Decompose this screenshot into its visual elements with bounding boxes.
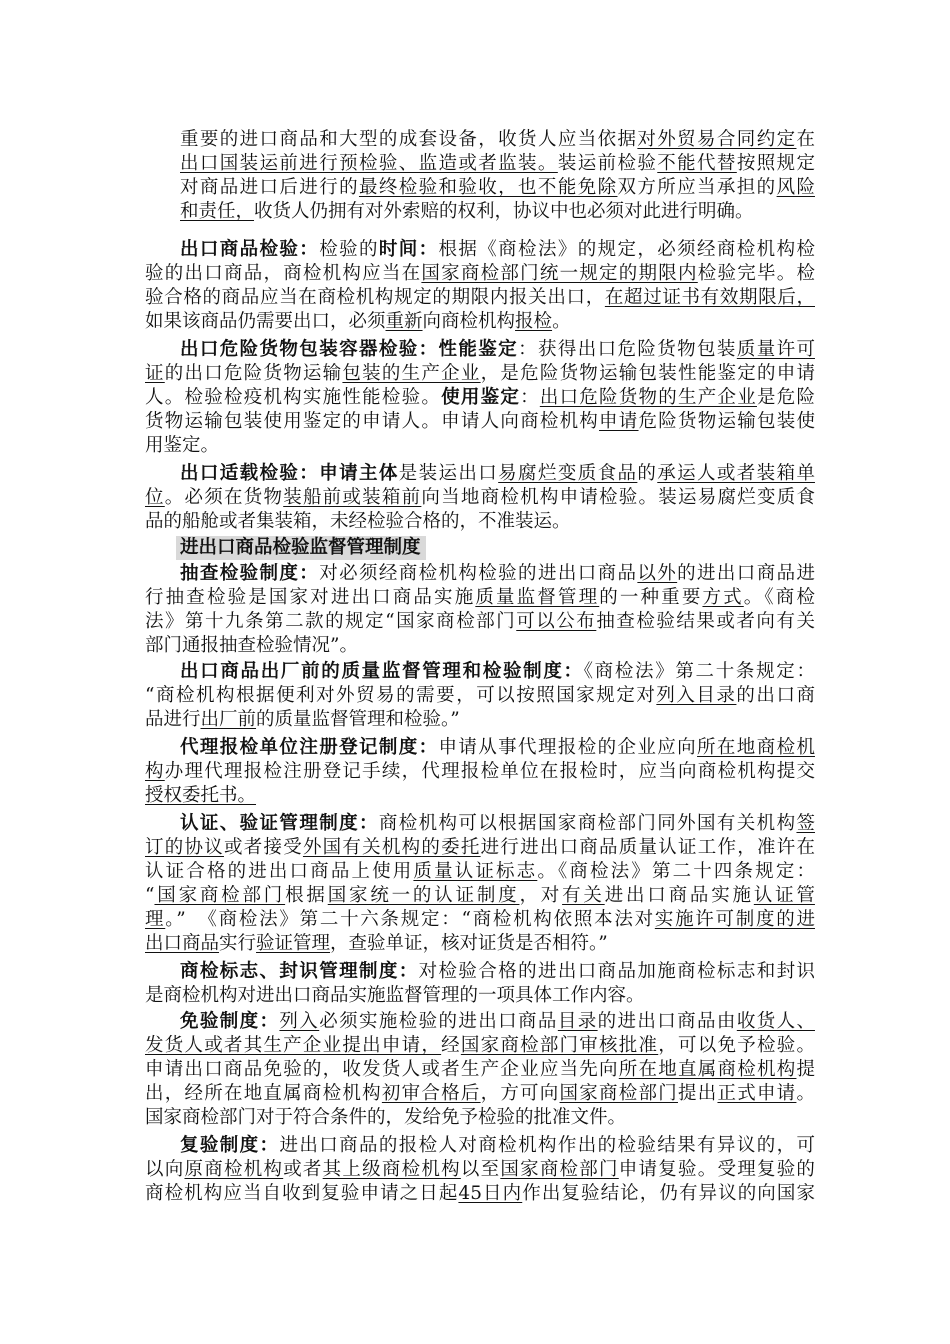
underlined-text: 初审合格后: [381, 1083, 481, 1104]
bold-term: 商检标志、封识管理制度：: [180, 961, 419, 982]
underlined-text: 风险: [776, 177, 815, 198]
text-run: 人。检验检疫机构实施性能检验。: [145, 387, 442, 408]
text-line: [145, 634, 815, 658]
underlined-text: 列入目录: [656, 685, 737, 706]
underlined-text: 国家商检部门统一规定的期限内: [421, 263, 698, 284]
text-run: 国家商检部门对于符合条件的，发给免予检验的批准文件。: [145, 1107, 627, 1128]
text-run: 品进行: [145, 709, 201, 730]
text-run: 的: [637, 463, 658, 484]
text-run: 部门通报抽查检验情况”。: [145, 635, 358, 656]
underlined-text: 原商检机构: [184, 1159, 284, 1180]
underlined-text: 构: [145, 761, 165, 782]
text-run: 实行: [219, 933, 257, 954]
text-run: 商检机构应当自收到复验申请之日起: [145, 1183, 459, 1204]
text-run: 检验完毕。检: [697, 263, 815, 284]
text-run: 的一种重要: [599, 587, 703, 608]
text-run: 。: [796, 1083, 815, 1104]
text-run: “商检机构根据便利对外贸易的需要，可以按照国家规定对: [145, 685, 657, 706]
text-line: [145, 1082, 815, 1106]
underlined-text: 最终检验和验收，也不能免除: [358, 177, 618, 198]
text-line: [145, 908, 815, 932]
underlined-text: 和责任，: [180, 201, 255, 222]
underlined-text: 可以公布: [516, 611, 597, 632]
bold-term: 代理报检单位注册登记制度：: [180, 737, 439, 758]
text-line: [180, 536, 815, 560]
text-run: 的出口危险货物运输: [164, 363, 343, 384]
text-run: 用鉴定。: [145, 435, 220, 456]
text-run: 商检机构可以根据国家商检部门同外国有关机构: [378, 813, 797, 834]
text-line: [180, 1010, 815, 1034]
text-line: [145, 860, 815, 884]
text-run: 装运前检验: [557, 153, 658, 174]
bold-term: 时间：: [378, 239, 439, 260]
text-line: [145, 932, 815, 956]
underlined-text: 重新: [385, 311, 423, 332]
text-run: 向当地商检机构申请检验。装运易腐烂变质食: [421, 487, 815, 508]
text-line: [145, 836, 815, 860]
text-run: 验合格的商品应当在商检机构规定的期限内报关出口，: [145, 287, 605, 308]
underlined-text: 证: [145, 363, 165, 384]
underlined-text: 其上级商检机构: [322, 1159, 461, 1180]
underlined-text: 外国有关机构的委托: [302, 837, 481, 858]
text-run: 。《商检: [743, 587, 815, 608]
underlined-text: 45日内: [458, 1183, 523, 1204]
text-run: ，查验单证，核对证货是否相符。”: [330, 933, 608, 954]
text-run: 作出复验结论，仍有异议的向国家: [522, 1183, 815, 1204]
text-run: 出，经所在地直属商检机构: [145, 1083, 382, 1104]
text-run: 是危险: [756, 387, 815, 408]
underlined-text: 易腐烂变质食品: [498, 463, 638, 484]
text-run: 对必须经商检机构检验的进出口商品: [319, 563, 638, 584]
text-run: 认证合格的进出口商品上使用: [145, 861, 414, 882]
text-run: 货物运输包装使用鉴定的申请人。申请人向商检机构: [145, 411, 600, 432]
underlined-text: 位: [145, 487, 165, 508]
underlined-text: 质量许可: [736, 339, 815, 360]
underlined-text: 所在地直属商检机构: [618, 1059, 797, 1080]
text-line: [145, 708, 815, 732]
text-line: [145, 1034, 815, 1058]
text-line: [145, 1182, 815, 1206]
text-line: [145, 784, 815, 808]
text-run: 检验的: [319, 239, 379, 260]
underlined-text: 申请: [599, 411, 639, 432]
text-run: ，可以免予检验。: [658, 1035, 815, 1056]
bold-term: 申请主体: [319, 463, 399, 484]
text-run: 《商检法》第二十条规定：: [583, 661, 815, 682]
text-run: 法》第十九条第二款的规定“国家商检部门: [145, 611, 517, 632]
text-line: [145, 262, 815, 286]
text-run: 提出: [677, 1083, 718, 1104]
text-line: [145, 984, 815, 1008]
bold-term: 免验制度：: [180, 1011, 280, 1032]
text-line: [180, 736, 815, 760]
underlined-text: 验证管理: [256, 933, 331, 954]
text-run: 抽查检验结果或者向有关: [596, 611, 815, 632]
underlined-text: 理: [145, 909, 166, 930]
text-run: 根据《商检法》的规定，必须经商检机构检: [438, 239, 815, 260]
text-line: [145, 760, 815, 784]
text-run: 以向: [145, 1159, 185, 1180]
text-run: 办理代理报检注册登记手续，代理报检单位在报检时，应当向商检机构提交: [164, 761, 815, 782]
bold-term: 出口商品出厂前的质量监督管理和检验制度：: [180, 661, 584, 682]
text-run: 按照规定: [736, 153, 815, 174]
text-run: ，是危险货物运输包装性能鉴定的申请: [480, 363, 815, 384]
text-run: 以至: [460, 1159, 501, 1180]
underlined-text: 有关: [562, 885, 605, 906]
underlined-text: 国家商检部门: [559, 1083, 678, 1104]
text-run: 对商品进口后进行的: [180, 177, 359, 198]
text-run: 提: [796, 1059, 815, 1080]
text-run: 行抽查检验是国家对进出口商品实施: [145, 587, 476, 608]
text-line: [180, 462, 815, 486]
text-line: [180, 960, 815, 984]
underlined-text: 国家商检部门: [500, 1159, 619, 1180]
text-line: [145, 286, 815, 310]
text-run: 双方所应当承担的: [617, 177, 777, 198]
underlined-text: 发货人或者其生产企业提出申请，: [145, 1035, 442, 1056]
text-run: “: [145, 885, 155, 906]
underlined-text: 出厂前: [200, 709, 257, 730]
text-run: ：获得出口危险货物包装: [518, 339, 737, 360]
text-line: [180, 238, 815, 262]
bold-term: 出口商品检验：: [180, 239, 320, 260]
text-line: [145, 684, 815, 708]
text-run: 的进出口商品进: [677, 563, 815, 584]
text-line: [145, 510, 815, 534]
text-run: 对检验合格的进出口商品加施商检标志和封识: [418, 961, 815, 982]
text-line: [145, 310, 815, 334]
underlined-text: 国家统一的认证制度: [327, 885, 520, 906]
text-run: 的出口商: [736, 685, 815, 706]
text-run: ，对: [519, 885, 563, 906]
text-run: 。: [552, 311, 571, 332]
underlined-text: 报检: [515, 311, 553, 332]
underlined-text: 对外贸易合同约定: [637, 129, 797, 150]
text-line: [145, 386, 815, 410]
text-line: [180, 152, 815, 176]
text-run: ：: [520, 387, 540, 408]
bold-term: 性能鉴定: [438, 339, 519, 360]
underlined-text: 方式: [702, 587, 744, 608]
text-line: [145, 586, 815, 610]
text-run: 或者: [283, 1159, 323, 1180]
text-line: [145, 486, 815, 510]
underlined-text: 所在地商检机: [697, 737, 815, 758]
bold-term: 出口危险货物包装容器检验：: [180, 339, 439, 360]
underlined-text: 在超过证书有效期限后，: [604, 287, 815, 308]
text-run: 。必须在货物: [164, 487, 284, 508]
underlined-text: 收货人、: [736, 1011, 815, 1032]
bold-term: 进出口商品检验监督管理制度: [180, 537, 421, 558]
text-line: [180, 128, 815, 152]
text-line: [180, 338, 815, 362]
underlined-text: 列入: [279, 1011, 320, 1032]
text-run: 品的船舱或者集装箱，未经检验合格的，不准装运。: [145, 511, 571, 532]
underlined-text: 包装的生产企业: [342, 363, 481, 384]
text-run: 的进出口商品由: [597, 1011, 737, 1032]
underlined-text: 国家商检部门审核批准: [460, 1035, 659, 1056]
underlined-text: 订的协议: [145, 837, 224, 858]
bold-term: 使用鉴定: [441, 387, 521, 408]
text-run: 申请出口商品免验的，收发货人或者生产企业应当先向: [145, 1059, 619, 1080]
bold-term: 复验制度：: [180, 1135, 280, 1156]
underlined-text: 授权委托书。: [145, 785, 257, 806]
underlined-text: 正式申请: [717, 1083, 797, 1104]
underlined-text: 质量认证标志: [413, 861, 538, 882]
underlined-text: 国家商检部门: [154, 885, 286, 906]
text-line: [145, 610, 815, 634]
text-line: [145, 884, 815, 908]
underlined-text: 实施许可制度的进: [654, 909, 815, 930]
text-run: 进行进出口商品质量认证工作，准许在: [480, 837, 815, 858]
bold-term: 抽查检验制度：: [180, 563, 320, 584]
underlined-text: 承运人或者装箱单: [657, 463, 815, 484]
text-run: 收货人仍拥有对外索赔的权利，协议中也必须对此进行明确。: [254, 201, 754, 222]
text-run: 进出口商品实施: [604, 885, 754, 906]
text-run: 经: [441, 1035, 461, 1056]
text-line: [180, 812, 815, 836]
underlined-text: 签: [796, 813, 815, 834]
text-run: 必须实施检验的进出口商品: [319, 1011, 558, 1032]
underlined-text: 质量监督管理: [475, 587, 600, 608]
bold-term: 认证、验证管理制度：: [180, 813, 379, 834]
text-line: [180, 562, 815, 586]
underlined-text: 认证管: [753, 885, 815, 906]
text-run: 申请从事代理报检的企业应向: [438, 737, 698, 758]
underlined-text: 出口危险货物的生产企业: [539, 387, 757, 408]
text-line: [180, 660, 815, 684]
text-line: [180, 200, 815, 224]
text-run: 在: [796, 129, 815, 150]
text-run: 的质量监督管理和检验。”: [256, 709, 460, 730]
text-run: 向商检机构: [422, 311, 516, 332]
text-run: 重要的进口商品和大型的成套设备，收货人应当依据: [180, 129, 638, 150]
text-run: 。《商检法》第二十四条规定：: [537, 861, 815, 882]
text-line: [145, 1058, 815, 1082]
underlined-text: 装船前或装箱前: [283, 487, 422, 508]
underlined-text: 目录: [557, 1011, 598, 1032]
text-run: 或者接受: [223, 837, 303, 858]
text-line: [145, 1106, 815, 1130]
text-run: 如果该商品仍需要出口，必须: [145, 311, 386, 332]
underlined-text: 出口商品: [145, 933, 220, 954]
text-line: [145, 362, 815, 386]
bold-term: 出口适载检验：: [180, 463, 320, 484]
text-run: 危险货物运输包装使: [638, 411, 815, 432]
text-run: 进出口商品的报检人对商检机构作出的检验结果有异议的，可: [279, 1135, 815, 1156]
text-run: 验的出口商品，商检机构应当在: [145, 263, 422, 284]
text-line: [145, 410, 815, 434]
underlined-text: 以外: [637, 563, 678, 584]
text-line: [145, 434, 815, 458]
text-run: 申请复验。受理复验的: [618, 1159, 815, 1180]
underlined-text: 不能代替: [657, 153, 737, 174]
text-line: [180, 1134, 815, 1158]
text-run: 是装运出口: [398, 463, 499, 484]
text-run: 。” 《商检法》第二十六条规定：“商检机构依照本法对: [165, 909, 655, 930]
text-line: [145, 1158, 815, 1182]
text-line: [180, 176, 815, 200]
text-run: 根据: [285, 885, 328, 906]
text-run: ，方可向: [480, 1083, 560, 1104]
underlined-text: 出口国装运前进行预检验、监造或者监装。: [180, 153, 558, 174]
text-run: 是商检机构对进出口商品实施监督管理的一项具体工作内容。: [145, 985, 645, 1006]
